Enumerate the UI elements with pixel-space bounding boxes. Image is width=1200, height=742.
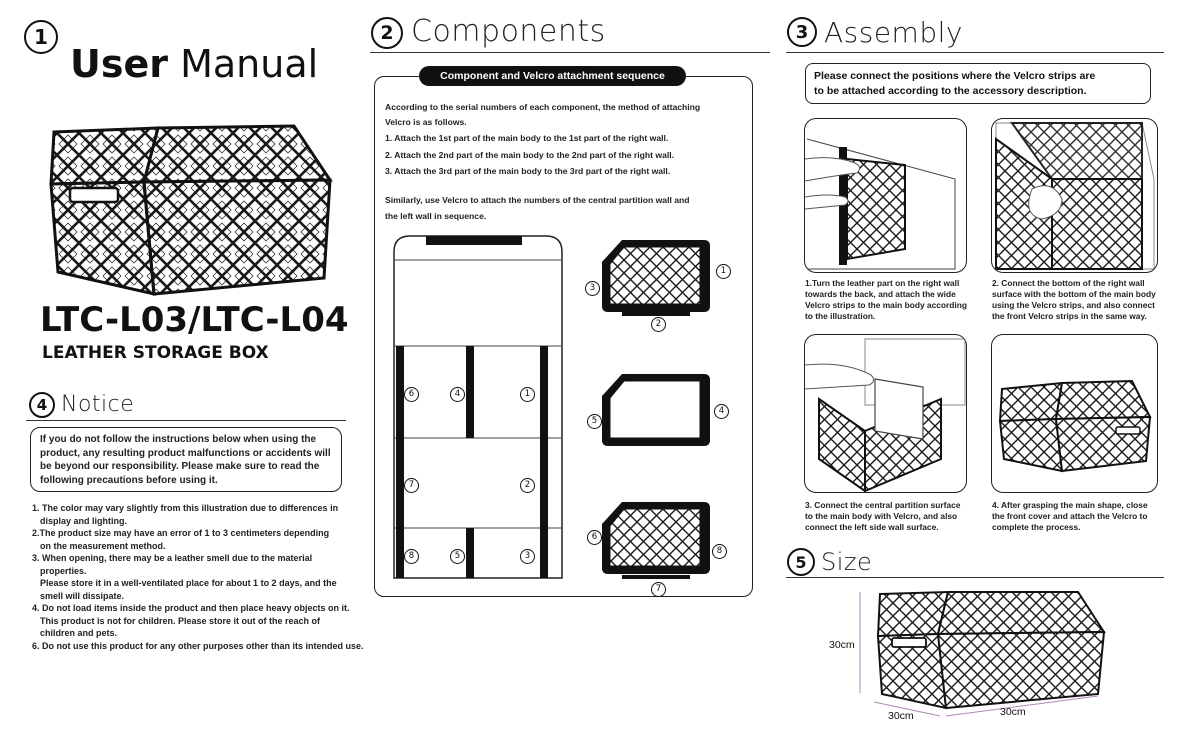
- size-illustration: [854, 590, 1114, 725]
- notice-warning-text: If you do not follow the instructions below when using the product, any resulting product malfunctions or accidents will be beyond our responsibility. Please make sure to read the following precautions before using it.: [40, 434, 331, 486]
- notice-line: children and pets.: [40, 628, 118, 638]
- step-3-line: to the main body with Velcro, and also: [805, 511, 958, 521]
- step-2-line: using the Velcro strips, and also connect: [992, 300, 1155, 310]
- assembly-note-1: Please connect the positions where the Velcro strips are: [814, 70, 1096, 82]
- label-3: 3: [520, 549, 535, 564]
- label-5: 5: [450, 549, 465, 564]
- size-title: Size: [821, 548, 873, 576]
- assembly-step-1-image: [804, 118, 967, 273]
- components-title: Components: [411, 14, 606, 49]
- manual-title-rest: Manual: [168, 42, 319, 86]
- label-7: 7: [651, 582, 666, 597]
- left-wall-bottom-strip: [622, 575, 690, 579]
- step-1-line: to the illustration.: [805, 311, 876, 321]
- assembly-step-3-image: [804, 334, 967, 493]
- notice-line: properties.: [40, 565, 87, 576]
- step-1-line: Velcro strips to the main body according: [805, 300, 967, 310]
- notice-line: 3. When opening, there may be a leather smell due to the material: [32, 553, 313, 563]
- label-6: 6: [587, 530, 602, 545]
- components-outro-1: Similarly, use Velcro to attach the numbers of the central partition wall and: [385, 194, 690, 205]
- components-step-2: 2. Attach the 2nd part of the main body to the 2nd part of the right wall.: [385, 149, 675, 160]
- components-step-1: 1. Attach the 1st part of the main body to the 1st part of the right wall.: [385, 133, 669, 143]
- notice-line: smell will dissipate.: [40, 590, 125, 601]
- label-4: 4: [450, 387, 465, 402]
- assembly-note-2: to be attached according to the accessory description.: [814, 85, 1087, 97]
- components-tab: Component and Velcro attachment sequence: [419, 66, 686, 86]
- components-intro-1: According to the serial numbers of each component, the method of attaching: [385, 102, 701, 112]
- assembly-title: Assembly: [824, 16, 963, 49]
- step-1-line: towards the back, and attach the wide: [805, 289, 956, 299]
- section-number-4: 4: [29, 392, 55, 418]
- right-wall-panel: [598, 234, 714, 318]
- right-wall-bottom-strip: [622, 312, 690, 316]
- manual-title: [70, 42, 318, 86]
- assembly-step-1-caption: [805, 278, 975, 322]
- label-1: 1: [520, 387, 535, 402]
- notice-title: Notice: [61, 392, 135, 417]
- label-6: 6: [404, 387, 419, 402]
- notice-line: display and lighting.: [40, 515, 128, 526]
- model-number: LTC-L03/LTC-L04: [40, 300, 349, 340]
- notice-line: 4. Do not load items inside the product and then place heavy objects on it.: [32, 603, 350, 613]
- step-4-line: the front cover and attach the Velcro to: [992, 511, 1148, 521]
- components-rule: [370, 52, 770, 53]
- label-5: 5: [587, 414, 602, 429]
- notice-warning-box: [30, 427, 342, 492]
- step-1-line: 1.Turn the leather part on the right wall: [805, 278, 960, 288]
- components-outro-2: the left wall in sequence.: [385, 211, 487, 221]
- section-number-5: 5: [787, 548, 815, 576]
- assembly-step-4-image: [991, 334, 1158, 493]
- label-1: 1: [716, 264, 731, 279]
- product-illustration: [46, 122, 336, 302]
- assembly-step-3-caption: [805, 500, 975, 533]
- size-width-label: 30cm: [1000, 706, 1026, 718]
- product-name: LEATHER STORAGE BOX: [42, 343, 269, 363]
- label-8: 8: [404, 549, 419, 564]
- section-number-1: 1: [24, 20, 58, 54]
- label-2: 2: [651, 317, 666, 332]
- label-7: 7: [404, 478, 419, 493]
- manual-title-bold: User: [70, 42, 168, 86]
- notice-line: This product is not for children. Please store it out of the reach of: [40, 615, 321, 626]
- assembly-rule: [786, 52, 1164, 53]
- notice-line: Please store it in a well-ventilated place for about 1 to 2 days, and the: [40, 578, 337, 588]
- section-number-2: 2: [371, 17, 403, 49]
- assembly-step-2-caption: [992, 278, 1172, 322]
- assembly-step-2-image: [991, 118, 1158, 273]
- size-depth-label: 30cm: [888, 710, 914, 722]
- assembly-step-4-caption: [992, 500, 1172, 533]
- step-3-line: 3. Connect the central partition surface: [805, 500, 961, 510]
- size-height-label: 30cm: [829, 639, 855, 651]
- notice-line: 1. The color may vary slightly from this illustration due to differences in: [32, 503, 339, 513]
- main-body-diagram: [390, 232, 566, 582]
- label-2: 2: [520, 478, 535, 493]
- notice-line: 2.The product size may have an error of 1 to 3 centimeters depending: [32, 528, 330, 538]
- central-partition-panel: [598, 368, 714, 452]
- components-intro-2: Velcro is as follows.: [385, 116, 467, 127]
- label-8: 8: [712, 544, 727, 559]
- step-2-line: the front Velcro strips in the same way.: [992, 311, 1147, 321]
- notice-line: on the measurement method.: [40, 540, 166, 551]
- components-instructions: [385, 99, 745, 225]
- notice-line: 6. Do not use this product for any other purposes other than its intended use.: [32, 640, 364, 651]
- step-4-line: complete the process.: [992, 522, 1081, 532]
- step-4-line: 4. After grasping the main shape, close: [992, 500, 1148, 510]
- step-2-line: 2. Connect the bottom of the right wall: [992, 278, 1145, 288]
- assembly-note-box: [805, 63, 1151, 104]
- section-number-3: 3: [787, 17, 817, 47]
- left-wall-panel: [598, 496, 714, 580]
- step-2-line: surface with the bottom of the main body: [992, 289, 1156, 299]
- label-3: 3: [585, 281, 600, 296]
- notice-list: [32, 502, 382, 652]
- components-step-3: 3. Attach the 3rd part of the main body to the 3rd part of the right wall.: [385, 166, 671, 176]
- size-rule: [786, 577, 1164, 578]
- notice-rule: [26, 420, 346, 421]
- step-3-line: connect the left side wall surface.: [805, 522, 939, 532]
- label-4: 4: [714, 404, 729, 419]
